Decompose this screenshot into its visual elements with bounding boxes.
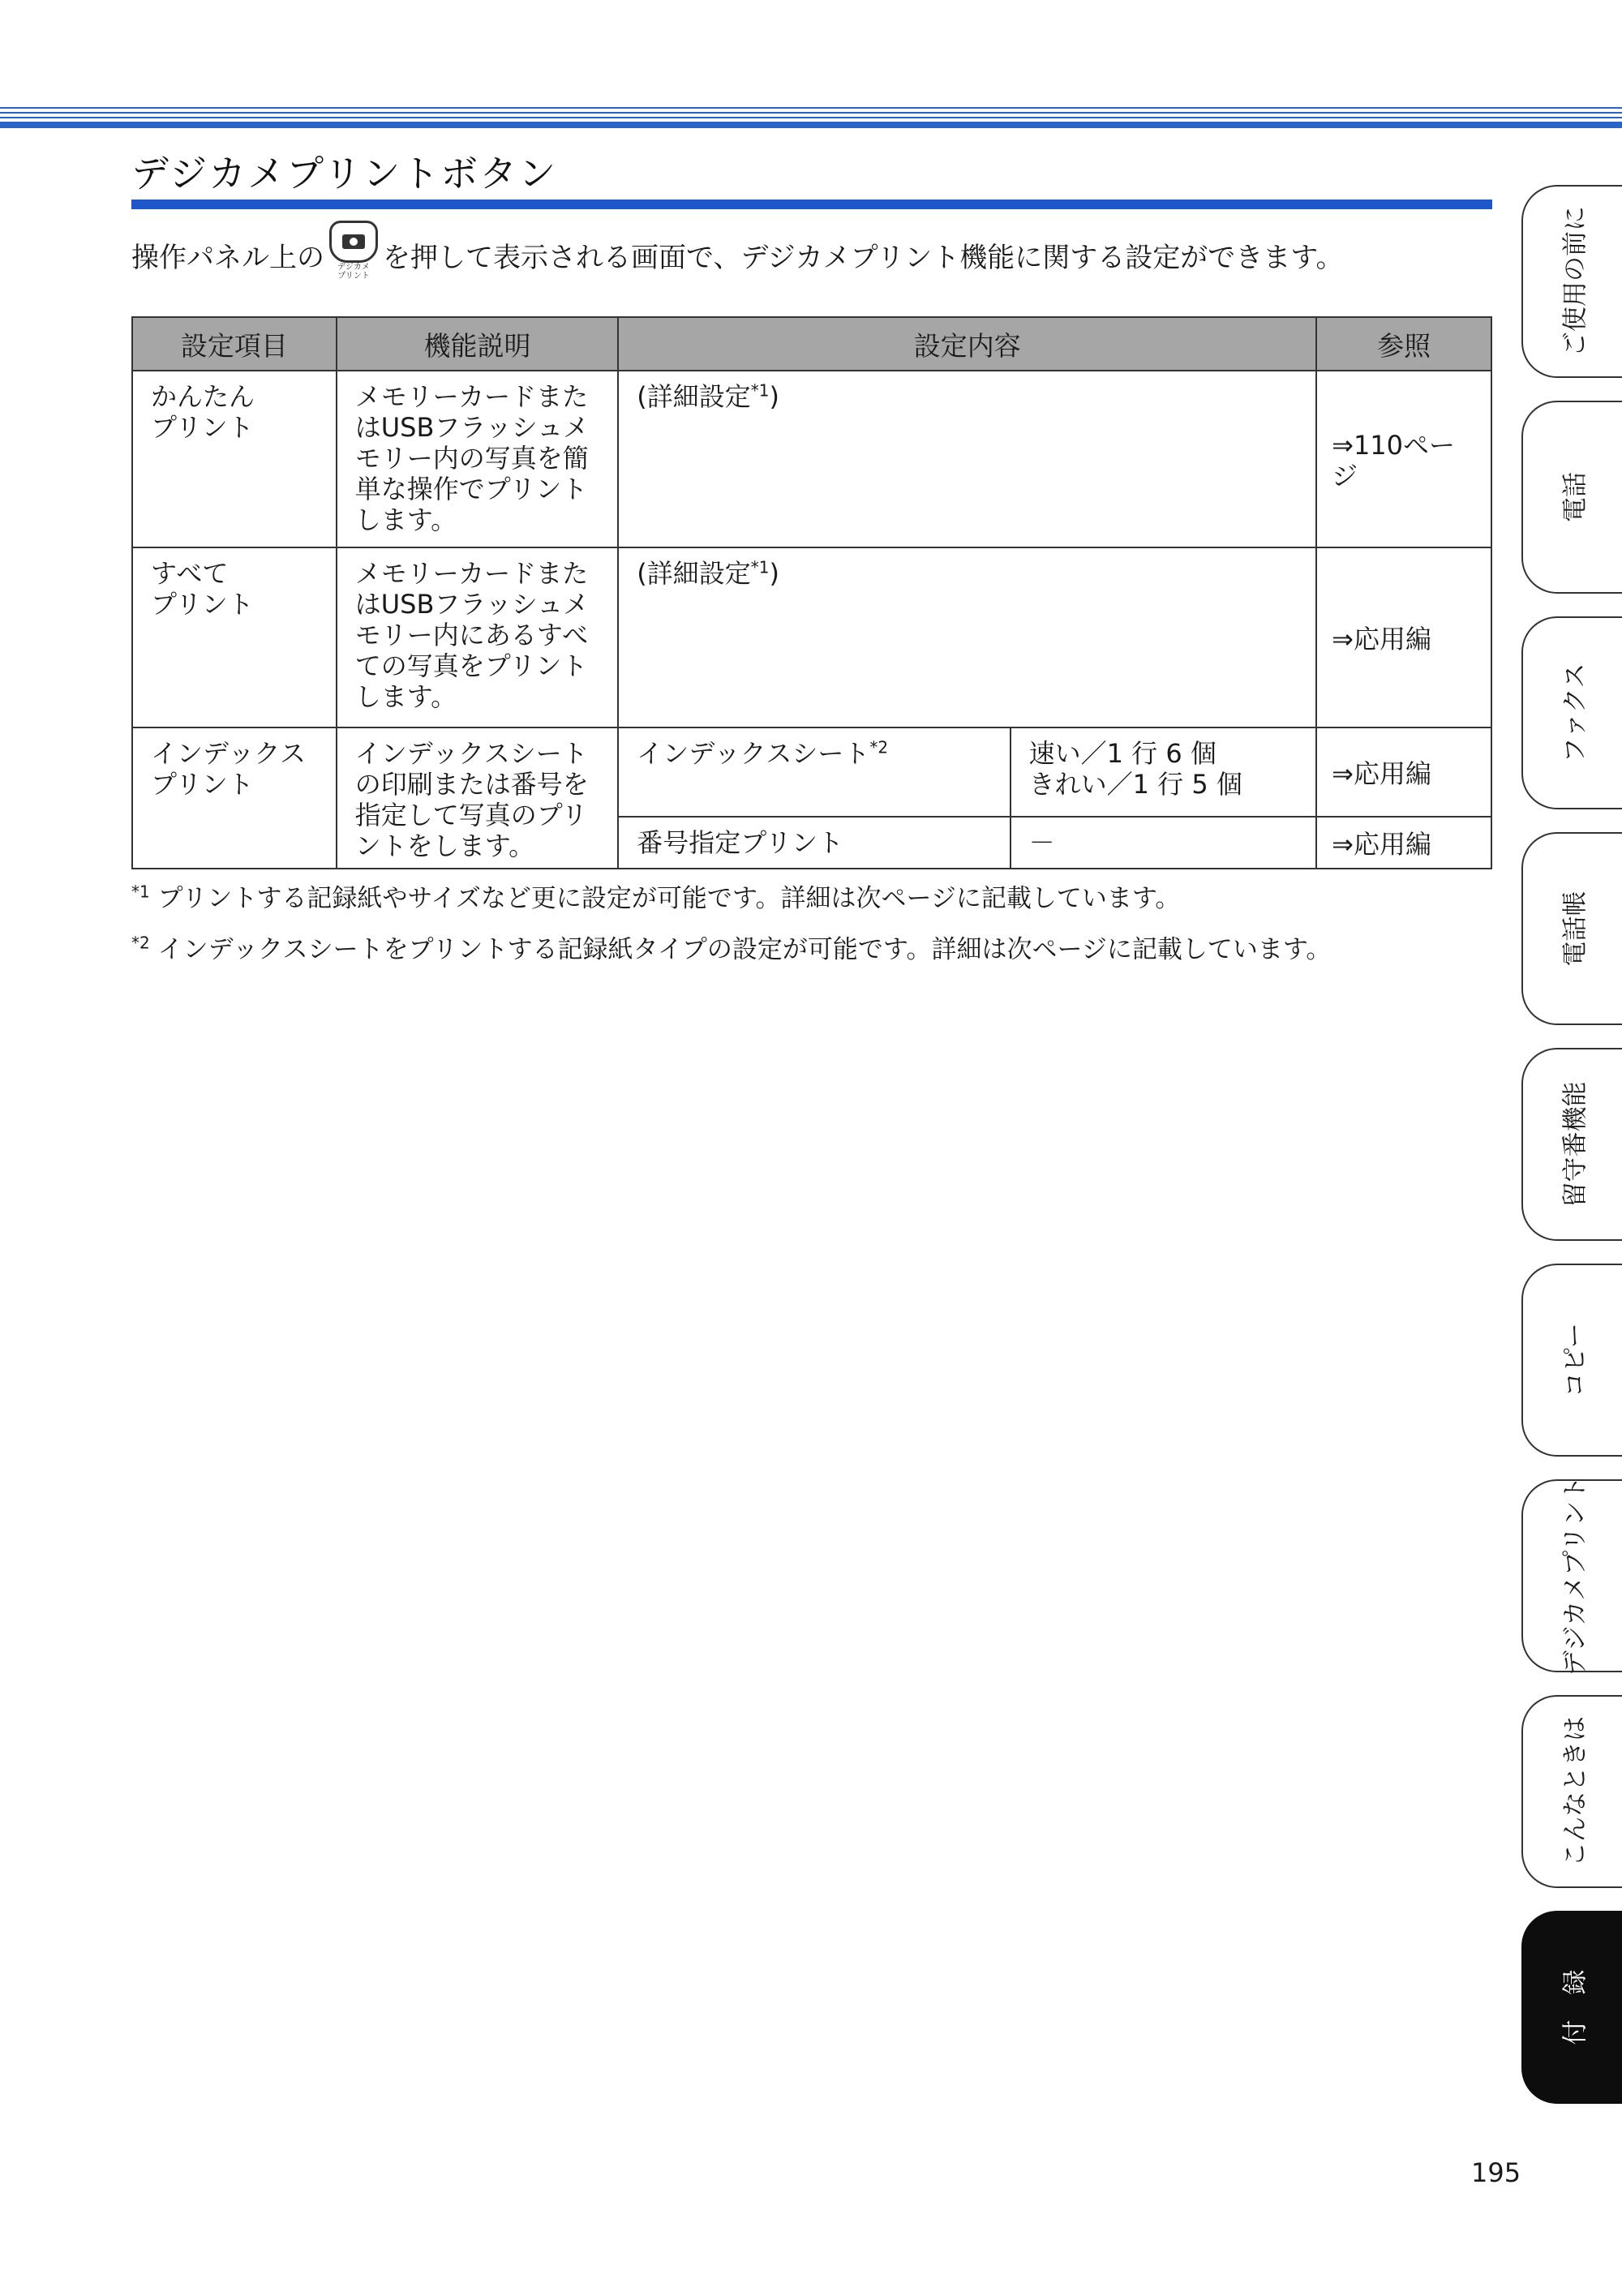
tab-label: 電話 <box>1560 472 1590 522</box>
header-setting: 設定内容 <box>618 317 1316 371</box>
tab-fax[interactable] <box>1521 616 1622 809</box>
tab-telephone[interactable] <box>1521 401 1622 594</box>
tab-before-use[interactable] <box>1521 185 1622 378</box>
row-item: インデックス プリント <box>132 727 337 869</box>
table-row <box>132 727 1491 817</box>
tab-digicam-print[interactable] <box>1521 1475 1622 1676</box>
row-setting: (詳細設定$^{*1}$) <box>618 547 1316 727</box>
title-underline <box>131 200 1492 209</box>
table-header-row <box>132 317 1491 371</box>
subrow-name: 番号指定プリント <box>618 817 1010 869</box>
tab-troubleshooting[interactable] <box>1521 1695 1622 1888</box>
row-item: すべて プリント <box>132 547 337 727</box>
row-ref: ⇒応用編 <box>1316 547 1491 727</box>
top-decoration <box>0 107 1622 131</box>
tab-answering-machine[interactable] <box>1521 1048 1622 1241</box>
tab-label: 電話帳 <box>1560 891 1590 967</box>
intro-text <box>131 235 1344 281</box>
subrow-ref: ⇒応用編 <box>1316 727 1491 817</box>
row-ref: ⇒110ページ <box>1316 371 1491 547</box>
row-item: かんたん プリント <box>132 371 337 547</box>
tab-phonebook[interactable] <box>1521 832 1622 1025</box>
tab-label: 付 録 <box>1560 1969 1590 2045</box>
row-setting: (詳細設定$^{*1}$) <box>618 371 1316 547</box>
table-row <box>132 547 1491 727</box>
section-title: デジカメプリントボタン <box>131 152 558 195</box>
tab-label: デジカメプリント <box>1560 1475 1590 1676</box>
button-caption: デジカメ プリント <box>337 263 370 281</box>
page-number: 195 <box>1471 2157 1521 2188</box>
row-desc: インデックスシートの印刷または番号を指定して写真のプリントをします。 <box>337 727 619 869</box>
footnotes <box>131 878 1331 980</box>
row-desc: メモリーカードまたはUSBフラッシュメモリー内の写真を簡単な操作でプリントします。 <box>337 371 619 547</box>
subrow-ref: ⇒応用編 <box>1316 817 1491 869</box>
header-item: 設定項目 <box>132 317 337 371</box>
tab-label: コピー <box>1560 1323 1590 1397</box>
digicam-print-button-illustration <box>329 221 378 281</box>
header-ref: 参照 <box>1316 317 1491 371</box>
tab-appendix[interactable] <box>1521 1911 1622 2104</box>
subrow-name: インデックスシート$^{*2}$ <box>618 727 1010 817</box>
row-desc: メモリーカードまたはUSBフラッシュメモリー内にあるすべての写真をプリントします。 <box>337 547 619 727</box>
subrow-value: － <box>1011 817 1317 869</box>
tab-label: こんなときは <box>1560 1716 1590 1867</box>
subrow-value: 速い／1 行 6 個 きれい／1 行 5 個 <box>1011 727 1317 817</box>
header-desc: 機能説明 <box>337 317 619 371</box>
camera-icon <box>329 221 378 263</box>
table-row <box>132 371 1491 547</box>
footnote-1: $^{*1}$ プリントする記録紙やサイズなど更に設定が可能です。詳細は次ページに記載しています。 <box>131 882 1181 913</box>
intro-after: を押して表示される画面で、デジカメプリント機能に関する設定ができます。 <box>383 242 1344 274</box>
footnote-2: $^{*2}$ インデックスシートをプリントする記録紙タイプの設定が可能です。詳細は次ページに記載しています。 <box>131 933 1332 964</box>
tab-label: ご使用の前に <box>1560 206 1590 357</box>
tab-copy[interactable] <box>1521 1264 1622 1457</box>
tab-label: ファクス <box>1560 663 1590 763</box>
settings-table <box>131 316 1492 869</box>
intro-before: 操作パネル上の <box>131 242 324 274</box>
tab-label: 留守番機能 <box>1560 1081 1590 1208</box>
